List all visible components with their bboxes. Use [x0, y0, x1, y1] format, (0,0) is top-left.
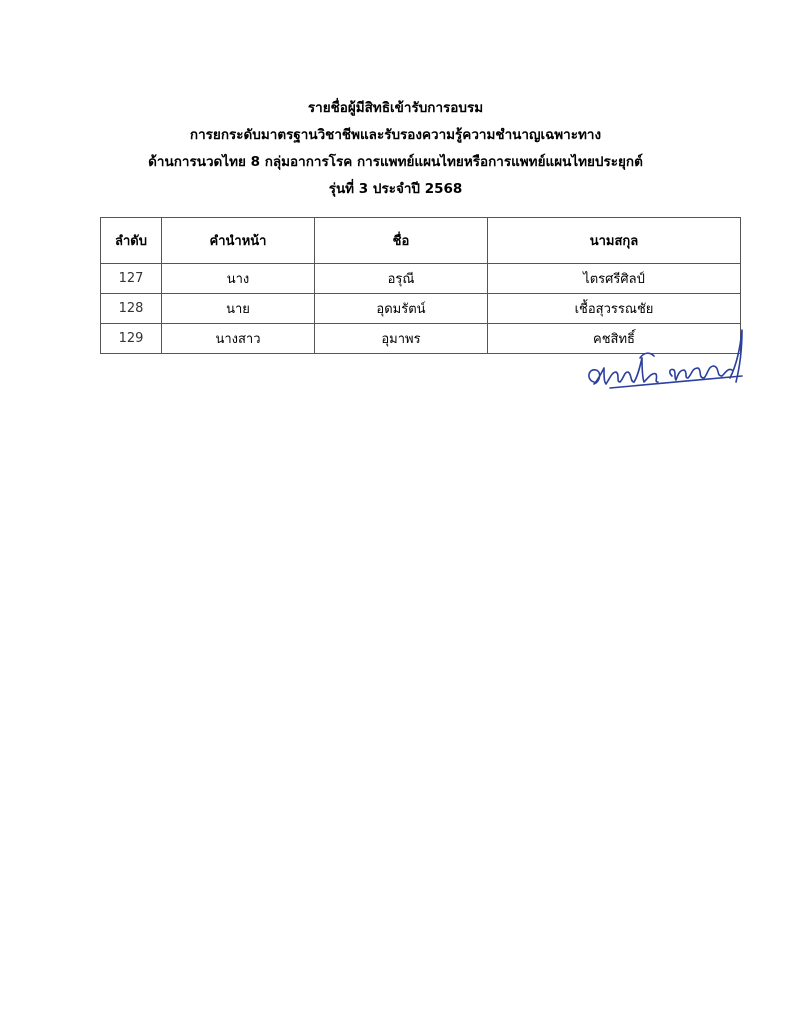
title-line-4: รุ่นที่ 3 ประจำปี 2568: [328, 181, 463, 197]
title-line-2: การยกระดับมาตรฐานวิชาชีพและรับรองความรู้ความชำนาญเฉพาะทาง: [189, 127, 602, 143]
row-first-name: อรุณี: [315, 264, 488, 294]
row-last-name: คชสิทธิ์: [488, 324, 741, 354]
table-row: [101, 294, 741, 324]
header-last-name: นามสกุล: [488, 218, 741, 264]
title-line-3: ด้านการนวดไทย 8 กลุ่มอาการโรค การแพทย์แผนไทยหรือการแพทย์แผนไทยประยุกต์: [148, 154, 643, 170]
row-first-name: อุดมรัตน์: [315, 294, 488, 324]
header-prefix: คำนำหน้า: [162, 218, 315, 264]
header-first-name: ชื่อ: [315, 218, 488, 264]
table-header-row: [101, 218, 741, 264]
row-prefix: นาย: [162, 294, 315, 324]
row-number: 129: [101, 324, 162, 354]
row-last-name: เชื้อสุวรรณชัย: [488, 294, 741, 324]
document-title: [0, 95, 791, 203]
row-number: 127: [101, 264, 162, 294]
row-first-name: อุมาพร: [315, 324, 488, 354]
handwritten-signature: [580, 322, 750, 398]
table-row: [101, 264, 741, 294]
row-last-name: ไตรศรีศิลป์: [488, 264, 741, 294]
row-prefix: นางสาว: [162, 324, 315, 354]
row-prefix: นาง: [162, 264, 315, 294]
row-number: 128: [101, 294, 162, 324]
title-line-1: รายชื่อผู้มีสิทธิเข้ารับการอบรม: [307, 100, 484, 116]
header-number: ลำดับ: [101, 218, 162, 264]
